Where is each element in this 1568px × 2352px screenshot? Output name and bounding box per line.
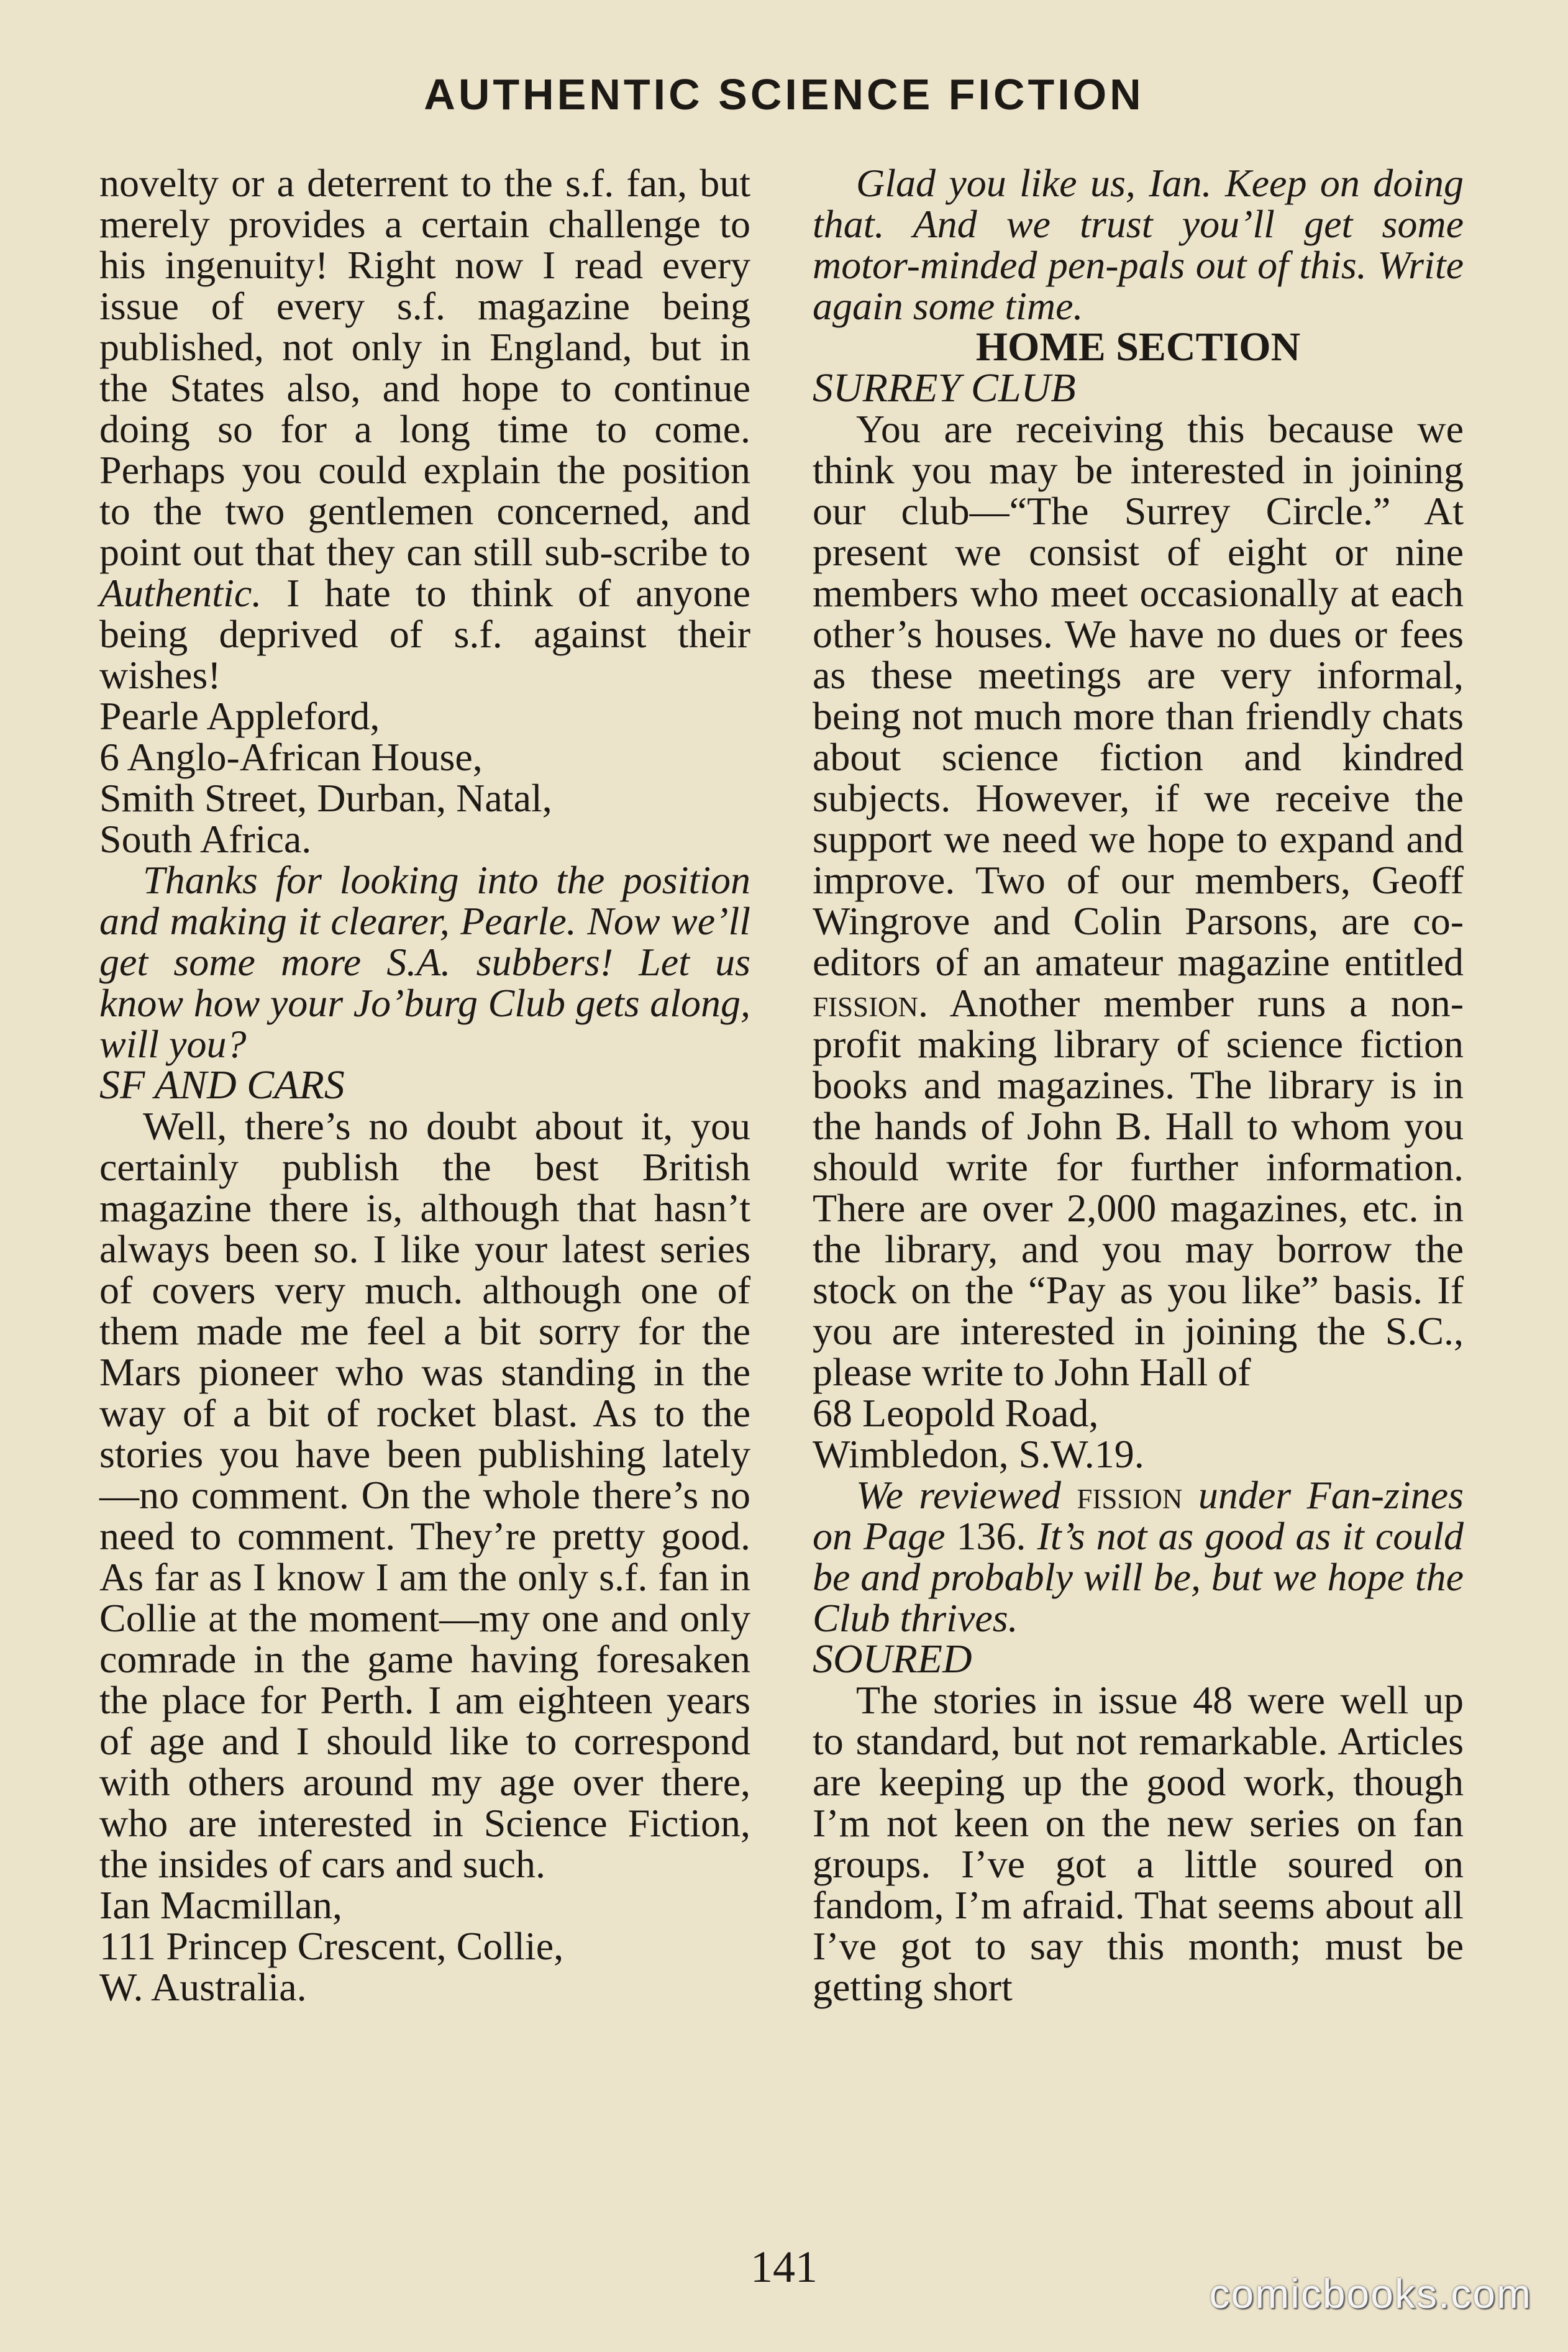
letter-text: Another member runs a non-profit making library of science fiction books and magazines. The library is in the hands of John B. Hall to whom you should write for further information. There are over 2,000 magazines, etc. in the library, and you may borrow the stock on the “Pay as you like” basis. If you are interested in joining the S.C., please write to John Hall of bbox=[813, 981, 1464, 1394]
address-line: Pearle Appleford, bbox=[99, 694, 380, 738]
watermark: comicbooks.com bbox=[1209, 2271, 1532, 2317]
address-line: 68 Leopold Road, bbox=[813, 1391, 1099, 1435]
letter-body: Well, there’s no doubt about it, you certainly publish the best British magazine there is, although that hasn’t always been so. I like your latest series of covers very much. although one of them made me feel a bit sorry for the Mars pioneer who was standing in the way of a bit of rocket blast. As to the stories you have been publishing lately—no comment. On the whole there’s no need to comment. They’re pretty good. As far as I know I am the only s.f. fan in Collie at the moment—my one and only comrade in the game having foresaken the place for Perth. I am eighteen years of age and I should like to correspond with others around my age over there, who are interested in Science Fiction, the insides of cars and such. bbox=[99, 1104, 750, 1886]
letter-body bbox=[99, 163, 750, 696]
page-header: AUTHENTIC SCIENCE FICTION bbox=[424, 70, 1144, 119]
address-line: Wimbledon, S.W.19. bbox=[813, 1432, 1144, 1476]
address-line: South Africa. bbox=[99, 817, 312, 861]
fanzine-title: fission. bbox=[813, 981, 929, 1025]
letter-text: You are receiving this because we think you may be interested in joining our club—“The Surrey Circle.” At present we consist of eight or nine members who meet occasionally at each other’s houses. We have no dues or fees as these meetings are very informal, being not much more than friendly chats about science fiction and kindred subjects. However, if we receive the support we need we hope to expand and improve. Two of our members, Geoff Wingrove and Colin Parsons, are co-editors of an amateur magazine entitled bbox=[813, 407, 1464, 984]
section-heading: SOURED bbox=[813, 1636, 972, 1682]
address-line: Ian Macmillan, bbox=[99, 1883, 342, 1927]
address-line: 6 Anglo-African House, bbox=[99, 735, 483, 779]
section-heading: SF AND CARS bbox=[99, 1062, 345, 1108]
address-line: W. Australia. bbox=[99, 1965, 307, 2009]
magazine-title: Authentic. bbox=[99, 571, 262, 615]
section-title: HOME SECTION bbox=[975, 324, 1301, 370]
left-column bbox=[99, 163, 750, 2008]
address-line: 111 Princep Crescent, Collie, bbox=[99, 1924, 564, 1968]
page-reference: 136. bbox=[956, 1514, 1026, 1558]
fanzine-title: fission bbox=[1077, 1473, 1183, 1517]
reply-text: under Fan-zines on Page bbox=[813, 1473, 1464, 1558]
letter-text: novelty or a deterrent to the s.f. fan, but merely provides a certain challenge to his ingenuity! Right now I read every issue of every s.f. magazine being published, not only in England, but in the States also, and hope to continue doing so for a long time to come. Perhaps you could explain the position to the two gentlemen concerned, and point out that they can still sub-scribe to bbox=[99, 161, 750, 574]
letter-text: I hate to think of anyone being deprived of s.f. against their wishes! bbox=[99, 571, 750, 697]
editor-reply: Thanks for looking into the position and making it clearer, Pearle. Now we’ll get some more S.A. subbers! Let us know how your Jo’burg Club gets along, will you? bbox=[99, 858, 750, 1066]
reply-text: It’s not as good as it could be and probably will be, but we hope the Club thrives. bbox=[813, 1514, 1464, 1640]
section-heading: SURREY CLUB bbox=[813, 365, 1076, 411]
letter-body bbox=[813, 409, 1464, 1393]
page-number: 141 bbox=[750, 2242, 818, 2292]
letter-body: The stories in issue 48 were well up to standard, but not remarkable. Articles are keeping up the good work, though I’m not keen on the new series on fan groups. I’ve got a little soured on fandom, I’m afraid. That seems about all I’ve got to say this month; must be getting short bbox=[813, 1678, 1464, 2009]
editor-reply: Glad you like us, Ian. Keep on doing that. And we trust you’ll get some motor-minded pen-pals out of this. Write again some time. bbox=[813, 161, 1464, 328]
right-column bbox=[813, 163, 1464, 2008]
address-line: Smith Street, Durban, Natal, bbox=[99, 776, 552, 820]
editor-reply bbox=[813, 1475, 1464, 1639]
reply-text: We reviewed bbox=[856, 1473, 1077, 1517]
